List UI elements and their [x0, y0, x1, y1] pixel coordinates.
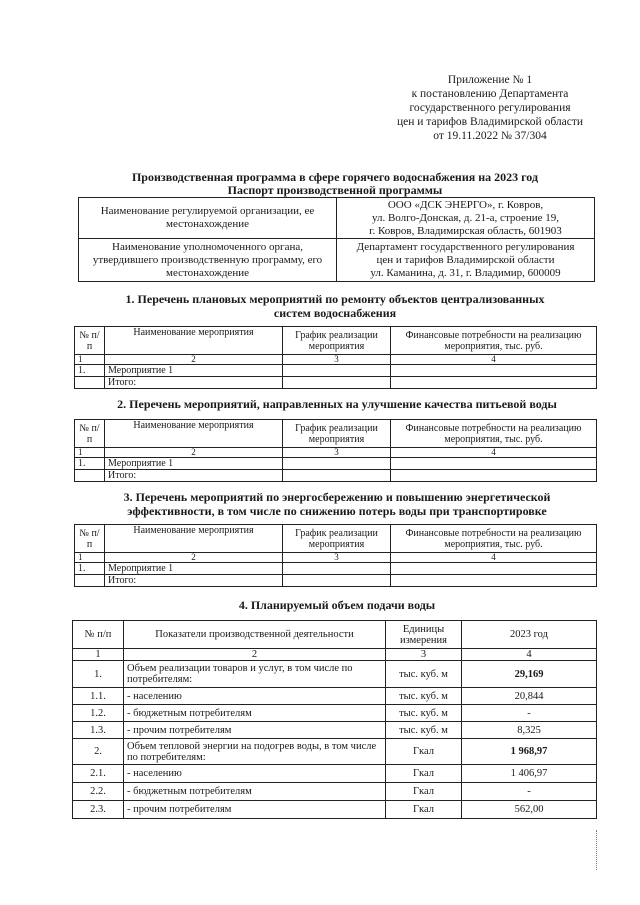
row-unit: Гкал — [386, 801, 462, 819]
column-number: 3 — [283, 448, 391, 458]
passport-table — [78, 197, 595, 282]
row-value: 8,325 — [462, 722, 597, 739]
appendix-block — [380, 73, 600, 143]
row-num: 1. — [73, 661, 124, 688]
row-unit: тыс. куб. м — [386, 705, 462, 722]
section4-table — [72, 620, 597, 819]
section1-title-line: 1. Перечень плановых мероприятий по ремонту объектов централизованных — [125, 292, 545, 306]
row-name: Мероприятие 1 — [105, 563, 283, 575]
passport-value — [337, 198, 595, 239]
section3-title — [72, 490, 602, 518]
document-title: Производственная программа в сфере горячего водоснабжения на 2023 год — [131, 170, 539, 184]
row-num: 1.1. — [73, 688, 124, 705]
row-num: 2. — [73, 739, 124, 765]
row-indicator: Объем реализации товаров и услуг, в том числе по потребителям: — [124, 661, 386, 688]
passport-value-line: цен и тарифов Владимирской области — [376, 253, 555, 266]
appendix-line: от 19.11.2022 № 37/304 — [433, 130, 547, 142]
column-number: 4 — [391, 553, 597, 563]
table-row — [73, 801, 597, 819]
row-indicator: - населению — [124, 688, 386, 705]
passport-value-line: ООО «ДСК ЭНЕРГО», г. Ковров, — [387, 198, 544, 211]
header-year: 2023 год — [462, 621, 597, 649]
passport-label: Наименование регулируемой организации, ее местонахождение — [79, 198, 337, 239]
header-schedule: График реализации мероприятия — [283, 420, 391, 448]
row-num: 2.1. — [73, 765, 124, 783]
column-number-row — [75, 448, 597, 458]
column-number: 4 — [391, 355, 597, 365]
row-unit: тыс. куб. м — [386, 688, 462, 705]
row-value: 20,844 — [462, 688, 597, 705]
section3-table — [74, 524, 597, 587]
passport-value-line: ул. Каманина, д. 31, г. Владимир, 600009 — [370, 266, 561, 279]
table-row — [73, 739, 597, 765]
header-num: № п/п — [73, 621, 124, 649]
appendix-line: к постановлению Департамента — [411, 88, 569, 100]
row-indicator: - населению — [124, 765, 386, 783]
total-label: Итого: — [105, 470, 283, 482]
row-value: 1 406,97 — [462, 765, 597, 783]
header-finance: Финансовые потребности на реализацию мероприятия, тыс. руб. — [391, 420, 597, 448]
section1-title-line: систем водоснабжения — [273, 306, 397, 320]
header-name: Наименование мероприятия — [105, 525, 283, 553]
row-unit: Гкал — [386, 765, 462, 783]
column-number-row — [75, 355, 597, 365]
row-indicator: - бюджетным потребителям — [124, 783, 386, 801]
passport-row — [79, 198, 595, 239]
table-row — [73, 705, 597, 722]
row-value: 29,169 — [462, 661, 597, 688]
table-row — [75, 365, 597, 377]
column-number: 1 — [75, 448, 105, 458]
header-finance: Финансовые потребности на реализацию мероприятия, тыс. руб. — [391, 525, 597, 553]
column-number: 3 — [283, 553, 391, 563]
column-number: 1 — [73, 649, 124, 661]
total-label: Итого: — [105, 377, 283, 389]
table-header-row — [75, 420, 597, 448]
header-unit: Единицы измерения — [386, 621, 462, 649]
row-num: 1.2. — [73, 705, 124, 722]
row-num: 2.2. — [73, 783, 124, 801]
column-number: 1 — [75, 355, 105, 365]
row-num: 1. — [75, 458, 105, 470]
table-row — [73, 722, 597, 739]
column-number: 1 — [75, 553, 105, 563]
table-row — [73, 688, 597, 705]
row-unit: тыс. куб. м — [386, 722, 462, 739]
table-row — [75, 563, 597, 575]
table-row — [73, 661, 597, 688]
column-number: 2 — [105, 448, 283, 458]
header-num: № п/п — [75, 525, 105, 553]
section3-title-line: 3. Перечень мероприятий по энергосбережению и повышению энергетической — [123, 490, 551, 504]
table-header-row — [75, 525, 597, 553]
appendix-line: цен и тарифов Владимирской области — [396, 116, 584, 128]
column-number: 4 — [462, 649, 597, 661]
total-row — [75, 377, 597, 389]
column-number: 4 — [391, 448, 597, 458]
header-indicator: Показатели производственной деятельности — [124, 621, 386, 649]
section4-title: 4. Планируемый объем подачи воды — [238, 598, 436, 612]
header-num: № п/п — [75, 420, 105, 448]
passport-value — [337, 239, 595, 282]
row-num: 1. — [75, 563, 105, 575]
section2-table — [74, 419, 597, 482]
passport-title: Паспорт производственной программы — [227, 183, 443, 197]
column-number: 2 — [105, 355, 283, 365]
table-row — [73, 765, 597, 783]
row-indicator: - бюджетным потребителям — [124, 705, 386, 722]
header-name: Наименование мероприятия — [105, 327, 283, 355]
column-number: 2 — [105, 553, 283, 563]
header-schedule: График реализации мероприятия — [283, 525, 391, 553]
passport-label: Наименование уполномоченного органа, утвердившего производственную программу, его местонахождение — [79, 239, 337, 282]
appendix-line: государственного регулирования — [409, 102, 571, 114]
header-finance: Финансовые потребности на реализацию мероприятия, тыс. руб. — [391, 327, 597, 355]
passport-value-line: Департамент государственного регулирования — [356, 240, 575, 253]
table-row — [75, 458, 597, 470]
row-name: Мероприятие 1 — [105, 365, 283, 377]
row-indicator: Объем тепловой энергии на подогрев воды, в том числе по потребителям: — [124, 739, 386, 765]
row-name: Мероприятие 1 — [105, 458, 283, 470]
column-number-row — [75, 553, 597, 563]
section1-table — [74, 326, 597, 389]
header-num: № п/п — [75, 327, 105, 355]
column-number: 2 — [124, 649, 386, 661]
table-header-row — [75, 327, 597, 355]
section2-title: 2. Перечень мероприятий, направленных на улучшение качества питьевой воды — [117, 397, 557, 411]
header-schedule: График реализации мероприятия — [283, 327, 391, 355]
passport-value-line: г. Ковров, Владимирская область, 601903 — [369, 224, 562, 237]
scan-edge-mark — [596, 830, 598, 870]
column-number: 3 — [283, 355, 391, 365]
header-name: Наименование мероприятия — [105, 420, 283, 448]
column-number: 3 — [386, 649, 462, 661]
row-unit: тыс. куб. м — [386, 661, 462, 688]
row-indicator: - прочим потребителям — [124, 722, 386, 739]
row-value: - — [462, 705, 597, 722]
appendix-line: Приложение № 1 — [447, 74, 533, 86]
total-row — [75, 575, 597, 587]
row-indicator: - прочим потребителям — [124, 801, 386, 819]
row-value: 562,00 — [462, 801, 597, 819]
row-num: 2.3. — [73, 801, 124, 819]
column-number-row — [73, 649, 597, 661]
table-header-row — [73, 621, 597, 649]
row-unit: Гкал — [386, 739, 462, 765]
row-num: 1.3. — [73, 722, 124, 739]
passport-row — [79, 239, 595, 282]
row-num: 1. — [75, 365, 105, 377]
row-unit: Гкал — [386, 783, 462, 801]
total-label: Итого: — [105, 575, 283, 587]
row-value: 1 968,97 — [462, 739, 597, 765]
table-row — [73, 783, 597, 801]
section3-title-line: эффективности, в том числе по снижению потерь воды при транспортировке — [127, 504, 547, 518]
total-row — [75, 470, 597, 482]
passport-value-line: ул. Волго-Донская, д. 21-а, строение 19, — [371, 211, 560, 224]
row-value: - — [462, 783, 597, 801]
section1-title — [70, 292, 600, 320]
